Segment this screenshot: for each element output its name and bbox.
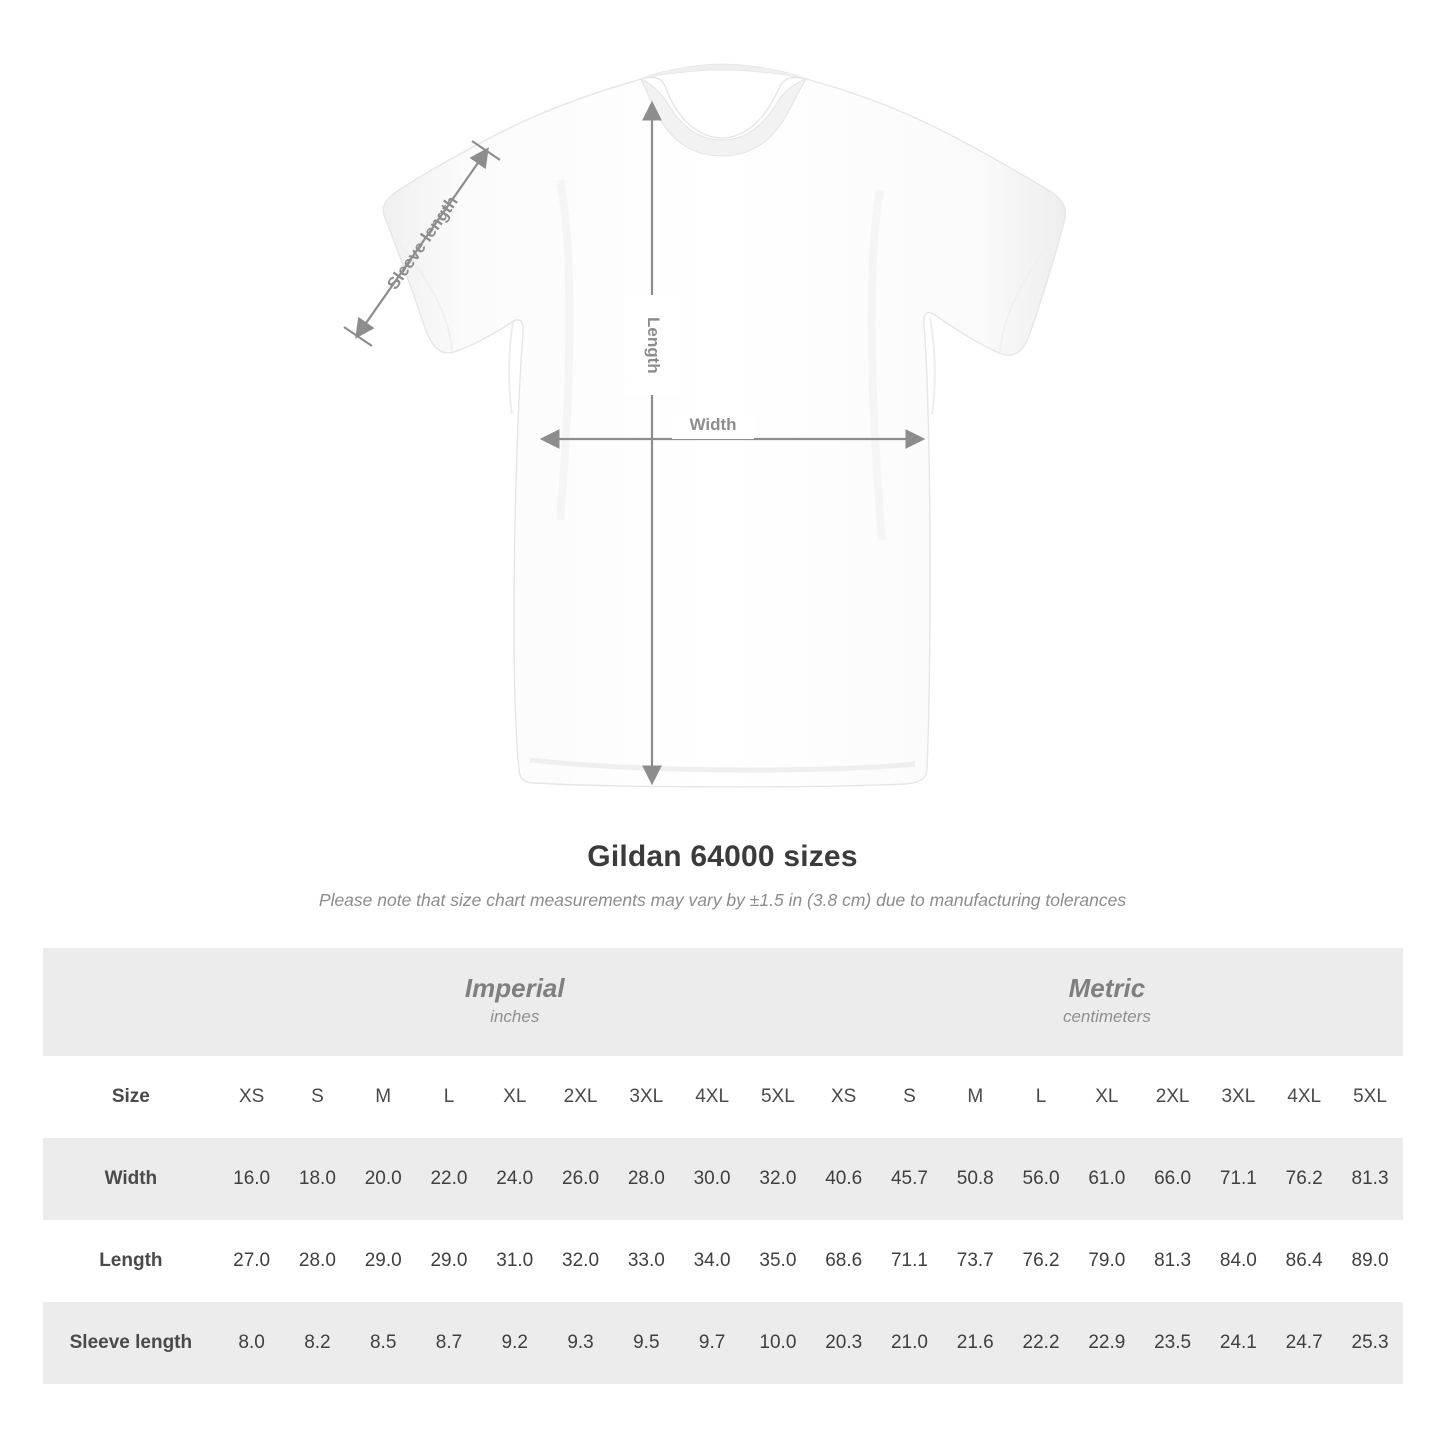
- cell-length-imperial-3xl: 33.0: [613, 1220, 679, 1302]
- size-header-imperial-xl: XL: [482, 1056, 548, 1138]
- size-header-label: Size: [43, 1056, 219, 1138]
- cell-width-metric-5xl: 81.3: [1337, 1138, 1403, 1220]
- cell-sleeve-metric-xl: 22.9: [1074, 1302, 1140, 1384]
- size-header-imperial-3xl: 3XL: [613, 1056, 679, 1138]
- size-header-imperial-2xl: 2XL: [548, 1056, 614, 1138]
- unit-header-metric: [811, 948, 1403, 1056]
- cell-width-imperial-l: 22.0: [416, 1138, 482, 1220]
- cell-sleeve-metric-2xl: 23.5: [1140, 1302, 1206, 1384]
- size-header-row: [43, 1056, 1403, 1138]
- cell-width-metric-l: 56.0: [1008, 1138, 1074, 1220]
- cell-sleeve-imperial-xs: 8.0: [219, 1302, 285, 1384]
- chart-title-block: [0, 840, 1445, 911]
- table-row: [43, 1220, 1403, 1302]
- cell-width-metric-s: 45.7: [877, 1138, 943, 1220]
- unit-header-spacer: [43, 948, 219, 1056]
- size-header-metric-m: M: [942, 1056, 1008, 1138]
- sleeve-length-label: Sleeve length: [383, 192, 462, 294]
- size-header-metric-5xl: 5XL: [1337, 1056, 1403, 1138]
- cell-width-metric-3xl: 71.1: [1205, 1138, 1271, 1220]
- cell-width-metric-m: 50.8: [942, 1138, 1008, 1220]
- cell-length-metric-xl: 79.0: [1074, 1220, 1140, 1302]
- cell-length-imperial-5xl: 35.0: [745, 1220, 811, 1302]
- cell-sleeve-imperial-2xl: 9.3: [548, 1302, 614, 1384]
- cell-length-imperial-l: 29.0: [416, 1220, 482, 1302]
- cell-length-imperial-m: 29.0: [350, 1220, 416, 1302]
- cell-length-metric-2xl: 81.3: [1140, 1220, 1206, 1302]
- cell-width-metric-4xl: 76.2: [1271, 1138, 1337, 1220]
- cell-length-metric-m: 73.7: [942, 1220, 1008, 1302]
- cell-length-metric-4xl: 86.4: [1271, 1220, 1337, 1302]
- cell-length-imperial-s: 28.0: [285, 1220, 351, 1302]
- cell-length-imperial-xl: 31.0: [482, 1220, 548, 1302]
- unit-header-imperial: [219, 948, 811, 1056]
- size-header-imperial-xs: XS: [219, 1056, 285, 1138]
- size-header-imperial-s: S: [285, 1056, 351, 1138]
- unit-imperial-sub: inches: [490, 1007, 540, 1027]
- cell-sleeve-metric-s: 21.0: [877, 1302, 943, 1384]
- cell-sleeve-imperial-m: 8.5: [350, 1302, 416, 1384]
- width-label: Width: [672, 411, 754, 439]
- unit-metric-name: Metric: [1068, 973, 1146, 1004]
- size-header-metric-2xl: 2XL: [1140, 1056, 1206, 1138]
- cell-sleeve-imperial-5xl: 10.0: [745, 1302, 811, 1384]
- cell-sleeve-imperial-l: 8.7: [416, 1302, 482, 1384]
- unit-header-row: [43, 948, 1403, 1056]
- size-header-metric-s: S: [877, 1056, 943, 1138]
- size-table: [43, 948, 1403, 1384]
- cell-length-metric-5xl: 89.0: [1337, 1220, 1403, 1302]
- table-row: [43, 1138, 1403, 1220]
- cell-width-imperial-5xl: 32.0: [745, 1138, 811, 1220]
- size-header-metric-l: L: [1008, 1056, 1074, 1138]
- cell-width-metric-xl: 61.0: [1074, 1138, 1140, 1220]
- cell-length-metric-l: 76.2: [1008, 1220, 1074, 1302]
- size-header-metric-3xl: 3XL: [1205, 1056, 1271, 1138]
- cell-sleeve-imperial-xl: 9.2: [482, 1302, 548, 1384]
- cell-width-imperial-3xl: 28.0: [613, 1138, 679, 1220]
- cell-length-imperial-xs: 27.0: [219, 1220, 285, 1302]
- cell-width-imperial-4xl: 30.0: [679, 1138, 745, 1220]
- cell-width-imperial-s: 18.0: [285, 1138, 351, 1220]
- cell-width-metric-xs: 40.6: [811, 1138, 877, 1220]
- cell-sleeve-metric-5xl: 25.3: [1337, 1302, 1403, 1384]
- cell-width-metric-2xl: 66.0: [1140, 1138, 1206, 1220]
- cell-sleeve-metric-xs: 20.3: [811, 1302, 877, 1384]
- size-header-metric-xs: XS: [811, 1056, 877, 1138]
- cell-sleeve-imperial-4xl: 9.7: [679, 1302, 745, 1384]
- size-header-imperial-l: L: [416, 1056, 482, 1138]
- cell-sleeve-metric-3xl: 24.1: [1205, 1302, 1271, 1384]
- cell-sleeve-metric-m: 21.6: [942, 1302, 1008, 1384]
- page-title: Gildan 64000 sizes: [587, 840, 858, 873]
- cell-sleeve-metric-l: 22.2: [1008, 1302, 1074, 1384]
- cell-width-imperial-2xl: 26.0: [548, 1138, 614, 1220]
- length-label: Length: [625, 295, 681, 395]
- row-label-length: Length: [43, 1220, 219, 1302]
- cell-length-metric-s: 71.1: [877, 1220, 943, 1302]
- size-header-imperial-m: M: [350, 1056, 416, 1138]
- cell-width-imperial-xl: 24.0: [482, 1138, 548, 1220]
- cell-width-imperial-xs: 16.0: [219, 1138, 285, 1220]
- table-row: [43, 1302, 1403, 1384]
- size-header-metric-xl: XL: [1074, 1056, 1140, 1138]
- cell-length-imperial-4xl: 34.0: [679, 1220, 745, 1302]
- cell-sleeve-imperial-3xl: 9.5: [613, 1302, 679, 1384]
- cell-length-imperial-2xl: 32.0: [548, 1220, 614, 1302]
- cell-sleeve-metric-4xl: 24.7: [1271, 1302, 1337, 1384]
- row-label-sleeve-length: Sleeve length: [43, 1302, 219, 1384]
- unit-metric-sub: centimeters: [1062, 1007, 1151, 1027]
- tolerance-note: Please note that size chart measurements may vary by ±1.5 in (3.8 cm) due to manufacturing tolerances: [318, 890, 1127, 910]
- cell-length-metric-3xl: 84.0: [1205, 1220, 1271, 1302]
- size-table-wrap: [43, 948, 1403, 1384]
- cell-length-metric-xs: 68.6: [811, 1220, 877, 1302]
- row-label-width: Width: [43, 1138, 219, 1220]
- cell-width-imperial-m: 20.0: [350, 1138, 416, 1220]
- unit-imperial-name: Imperial: [464, 973, 565, 1004]
- size-header-metric-4xl: 4XL: [1271, 1056, 1337, 1138]
- cell-sleeve-imperial-s: 8.2: [285, 1302, 351, 1384]
- size-header-imperial-4xl: 4XL: [679, 1056, 745, 1138]
- size-header-imperial-5xl: 5XL: [745, 1056, 811, 1138]
